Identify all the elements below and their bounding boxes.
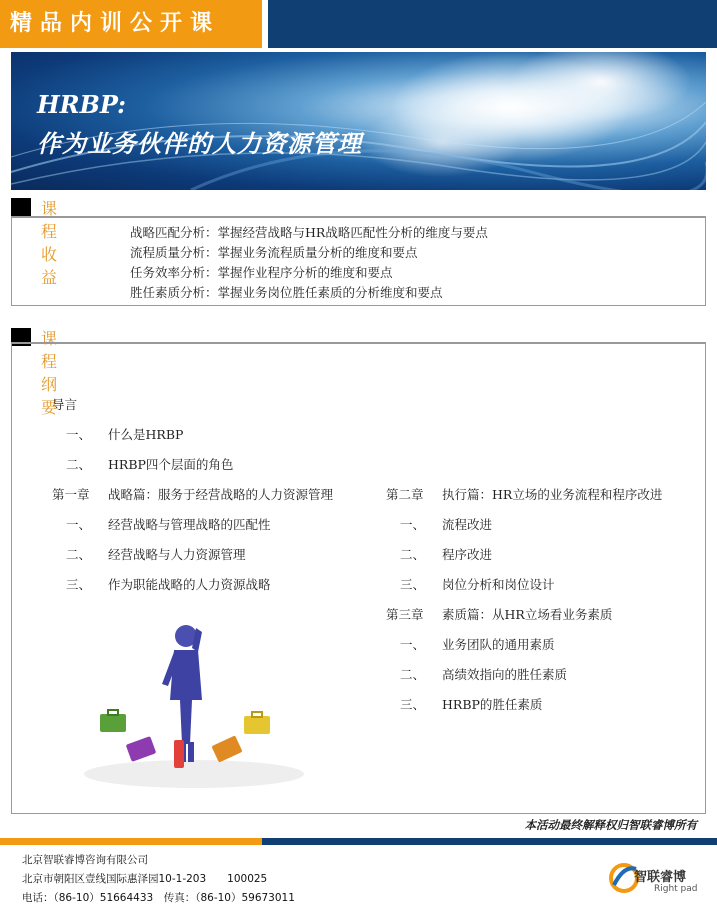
- chapter2-title: 执行篇：HR立场的业务流程和程序改进: [442, 487, 663, 502]
- outline-item-number: 一、: [400, 637, 426, 652]
- logo-name: 智联睿博: [634, 870, 687, 885]
- footer-bar-accent: [0, 838, 262, 845]
- outline-item-number: 一、: [66, 517, 92, 532]
- benefit-item: 任务效率分析：掌握作业程序分析的维度和要点: [130, 265, 393, 280]
- banner-background-art: [11, 52, 706, 190]
- outline-box: [11, 342, 706, 814]
- outline-item-text: 经营战略与管理战略的匹配性: [108, 517, 271, 532]
- banner: [11, 52, 706, 190]
- outline-item-text: 作为职能战略的人力资源战略: [108, 577, 271, 592]
- outline-item-text: 什么是HRBP: [108, 427, 184, 442]
- outline-item-number: 二、: [66, 547, 92, 562]
- footer-address: 北京市朝阳区壹线国际惠泽园10-1-203 100025: [22, 873, 268, 885]
- outline-item-text: 流程改进: [442, 517, 493, 532]
- outline-item-number: 二、: [400, 667, 426, 682]
- outline-title: 课程纲要: [41, 329, 58, 417]
- outline-item-number: 三、: [66, 577, 92, 592]
- benefits-box: [11, 216, 706, 306]
- outline-item-number: 一、: [66, 427, 92, 442]
- outline-item-text: 业务团队的通用素质: [442, 637, 555, 652]
- footer-contact: 电话：（86-10）51664433 传真：（86-10）59673011: [22, 892, 295, 904]
- chapter1-title: 战略篇：服务于经营战略的人力资源管理: [108, 487, 334, 502]
- outline-item-text: 高绩效指向的胜任素质: [442, 667, 568, 682]
- benefit-item: 流程质量分析：掌握业务流程质量分析的维度和要点: [130, 245, 418, 260]
- logo-subtitle: Right pad: [654, 884, 698, 894]
- outline-item-number: 二、: [400, 547, 426, 562]
- benefit-item: 胜任素质分析：掌握业务岗位胜任素质的分析维度和要点: [130, 285, 443, 300]
- outline-item-text: HRBP四个层面的角色: [108, 457, 234, 472]
- header-tag: 精品内训公开课: [0, 0, 262, 48]
- outline-item-text: 程序改进: [442, 547, 493, 562]
- chapter3-label: 第三章: [386, 607, 424, 622]
- outline-item-text: 岗位分析和岗位设计: [442, 577, 555, 592]
- outline-item-number: 二、: [66, 457, 92, 472]
- chapter1-label: 第一章: [52, 487, 90, 502]
- person-with-suitcases-illustration: [76, 614, 316, 794]
- outline-item-text: HRBP的胜任素质: [442, 697, 543, 712]
- footer-company: 北京智联睿博咨询有限公司: [22, 854, 148, 866]
- chapter2-label: 第二章: [386, 487, 424, 502]
- benefit-item: 战略匹配分析：掌握经营战略与HR战略匹配性分析的维度与要点: [130, 225, 488, 240]
- rights-notice: 本活动最终解释权归智联睿博所有: [524, 818, 697, 832]
- outline-intro: 导言: [52, 397, 78, 412]
- banner-title-line1: HRBP:: [37, 90, 126, 119]
- chapter3-title: 素质篇：从HR立场看业务素质: [442, 607, 613, 622]
- section-marker: [11, 198, 31, 216]
- benefits-title: 课程收益: [41, 199, 58, 287]
- outline-item-text: 经营战略与人力资源管理: [108, 547, 246, 562]
- header-tag-divider: [262, 0, 268, 48]
- banner-title-line2: 作为业务伙伴的人力资源管理: [37, 129, 362, 158]
- outline-item-number: 三、: [400, 577, 426, 592]
- outline-item-number: 三、: [400, 697, 426, 712]
- outline-item-number: 一、: [400, 517, 426, 532]
